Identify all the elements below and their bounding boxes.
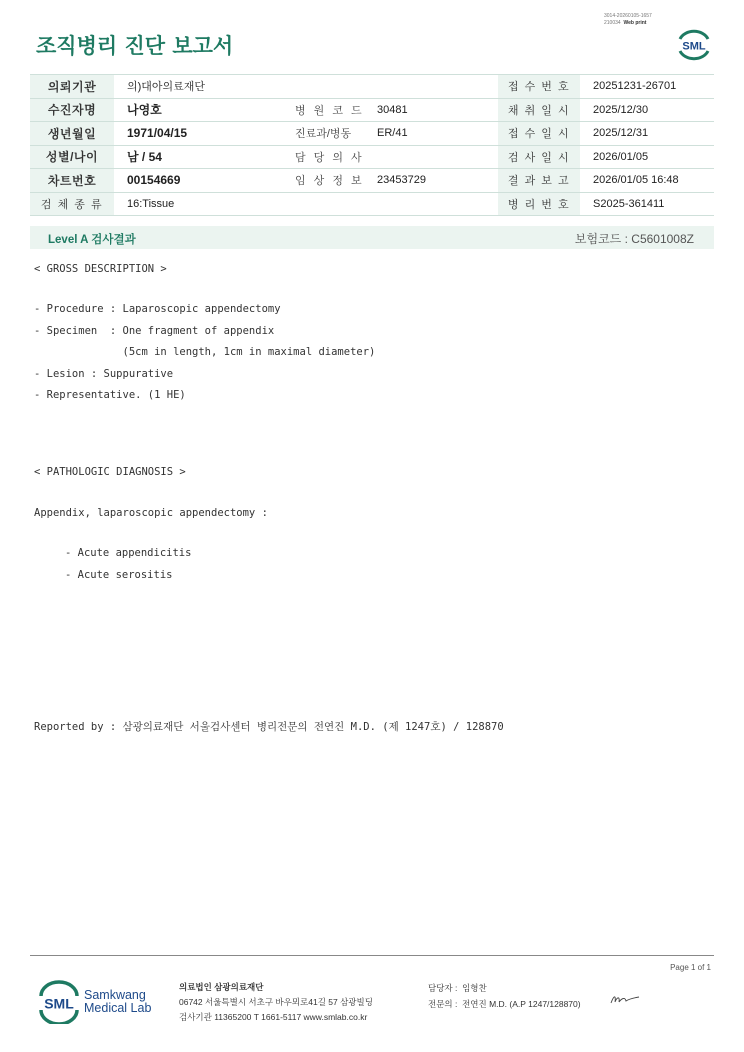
info-row xyxy=(30,192,714,216)
info-row xyxy=(30,122,714,146)
exam-date-value: 2026/01/05 xyxy=(580,145,714,169)
level-label: Level A 검사결과 xyxy=(48,234,136,246)
institution-value: 의)대아의료재단 xyxy=(114,75,498,99)
insurance-code: 보험코드 : C5601008Z xyxy=(574,232,694,246)
info-row xyxy=(30,145,714,169)
accession-value: 20251231-26701 xyxy=(580,75,714,99)
dept-value: ER/41 xyxy=(364,122,498,146)
receive-date-value: 2025/12/31 xyxy=(580,122,714,146)
gross-specimen-detail: (5cm in length, 1cm in maximal diameter) xyxy=(34,346,376,358)
accession-label: 접 수 번 호 xyxy=(498,75,580,99)
hospital-code-value: 30481 xyxy=(364,98,498,122)
specialist-label: 전문의 : xyxy=(428,999,458,1009)
page-number: Page 1 of 1 xyxy=(670,963,711,972)
dob-label: 생년월일 xyxy=(30,122,114,146)
clinical-info-value: 23453729 xyxy=(364,169,498,193)
reported-by: Reported by : 삼광의료재단 서울검사센터 병리전문의 전연진 M.D. (제 1247호) / 128870 xyxy=(34,721,504,733)
info-row xyxy=(30,75,714,99)
gross-procedure: - Procedure : Laparoscopic appendectomy xyxy=(34,303,281,315)
chart-value: 00154669 xyxy=(114,169,282,193)
institution-label: 의뢰기관 xyxy=(30,75,114,99)
chart-label: 차트번호 xyxy=(30,169,114,193)
dob-value: 1971/04/15 xyxy=(114,122,282,146)
staff-label: 담당자 : xyxy=(428,983,458,993)
org-name: 의료법인 삼광의료재단 xyxy=(179,982,264,992)
level-bar xyxy=(30,226,714,249)
patient-label: 수진자명 xyxy=(30,98,114,122)
clinical-info-label: 임 상 정 보 xyxy=(282,169,364,193)
footer-logo-text: SML xyxy=(44,995,74,1012)
staff-name: 임형찬 xyxy=(462,983,487,993)
gross-heading: < GROSS DESCRIPTION > xyxy=(34,263,167,275)
path-no-value: S2025-361411 xyxy=(580,192,714,216)
brand-name xyxy=(84,989,151,1015)
print-code-line2: 210034 xyxy=(604,20,621,26)
org-address: 06742 서울특별시 서초구 바우뫼로41길 57 삼광빌딩 xyxy=(179,997,373,1007)
diagnosis-site: Appendix, laparoscopic appendectomy : xyxy=(34,507,268,519)
footer-staff xyxy=(428,980,581,1012)
hospital-code-label: 병 원 코 드 xyxy=(282,98,364,122)
print-code-line1: 3014-20260105-1657 xyxy=(604,13,652,19)
logo-text: SML xyxy=(682,40,706,53)
report-title: 조직병리 진단 보고서 xyxy=(36,34,234,58)
sml-footer-logo-icon xyxy=(36,980,82,1024)
specimen-type-value: 16:Tissue xyxy=(114,192,498,216)
report-date-value: 2026/01/05 16:48 xyxy=(580,169,714,193)
gross-lesion: - Lesion : Suppurative xyxy=(34,368,174,380)
org-contact: 검사기관 11365200 T 1661-5117 www.smlab.co.kr xyxy=(179,1012,368,1022)
diagnosis-item: - Acute appendicitis xyxy=(65,547,192,559)
collect-date-label: 채 취 일 시 xyxy=(498,98,580,122)
doctor-value xyxy=(364,145,498,169)
brand-line2: Medical Lab xyxy=(84,1001,152,1015)
collect-date-value: 2025/12/30 xyxy=(580,98,714,122)
dept-label: 진료과/병동 xyxy=(282,122,364,146)
doctor-label: 담 당 의 사 xyxy=(282,145,364,169)
patient-value: 나영호 xyxy=(114,98,282,122)
footer-divider xyxy=(30,955,714,956)
gross-representative: - Representative. (1 HE) xyxy=(34,389,186,401)
info-row xyxy=(30,98,714,122)
print-code xyxy=(604,13,652,27)
footer-organization xyxy=(179,980,373,1025)
specialist-name: 전연진 M.D. (A.P 1247/128870) xyxy=(462,999,581,1009)
sex-age-value: 남 / 54 xyxy=(114,145,282,169)
specimen-type-label: 검 체 종 류 xyxy=(30,192,114,216)
patient-info-table xyxy=(30,74,714,216)
gross-specimen: - Specimen : One fragment of appendix xyxy=(34,325,275,337)
info-row xyxy=(30,169,714,193)
path-no-label: 병 리 번 호 xyxy=(498,192,580,216)
sex-age-label: 성별/나이 xyxy=(30,145,114,169)
receive-date-label: 접 수 일 시 xyxy=(498,122,580,146)
report-date-label: 결 과 보 고 xyxy=(498,169,580,193)
diagnosis-heading: < PATHOLOGIC DIAGNOSIS > xyxy=(34,466,186,478)
brand-line1: Samkwang xyxy=(84,988,146,1002)
signature-icon xyxy=(608,991,642,1007)
exam-date-label: 검 사 일 시 xyxy=(498,145,580,169)
sml-logo-icon xyxy=(675,26,713,62)
diagnosis-item: - Acute serositis xyxy=(65,569,173,581)
web-print-label: Web print xyxy=(623,20,647,26)
